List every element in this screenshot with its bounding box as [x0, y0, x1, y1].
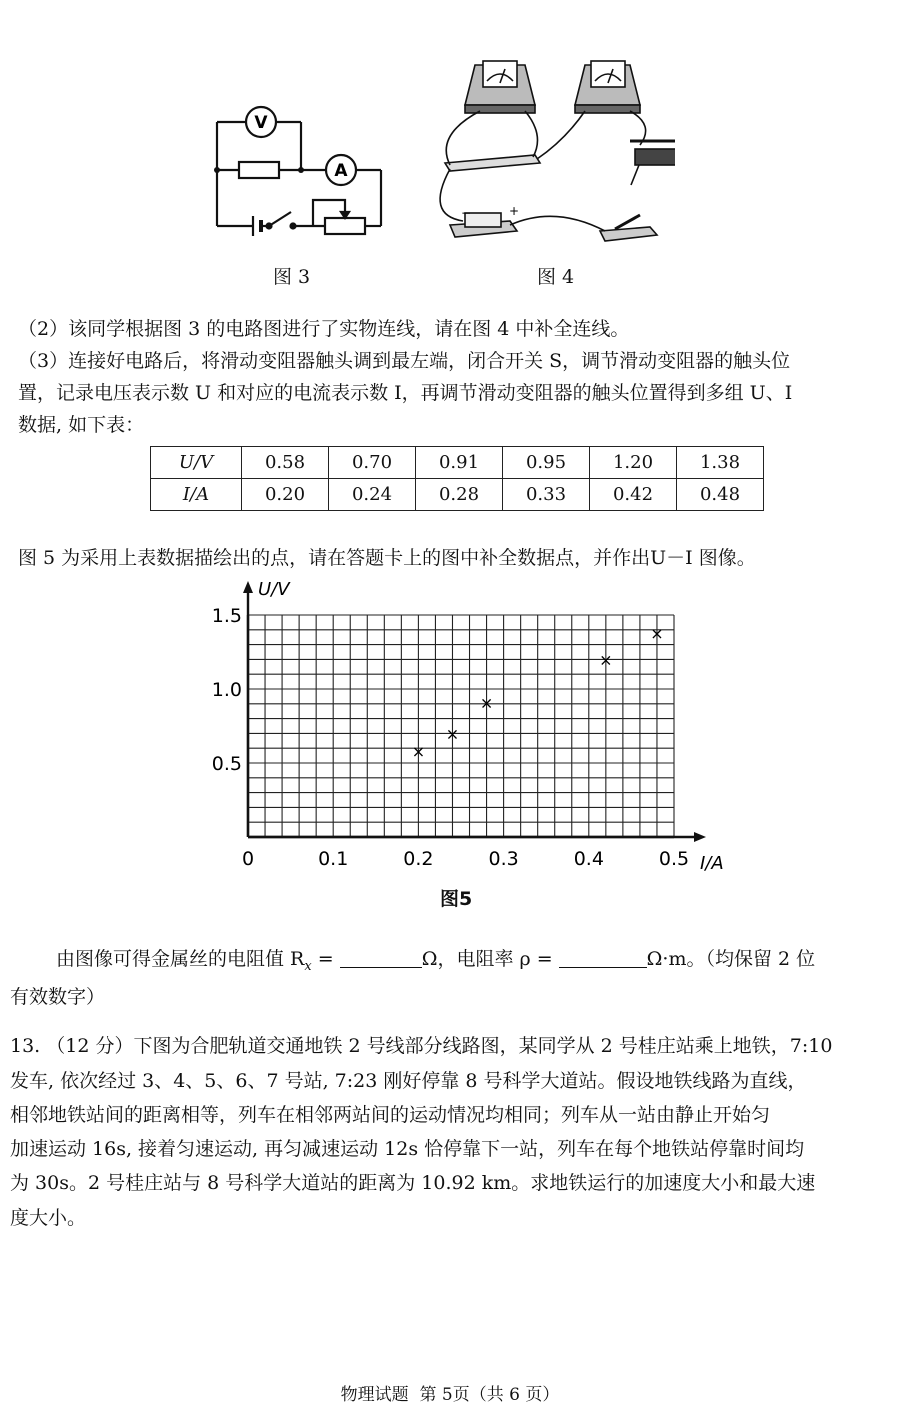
y-tick-label: 1.5 [211, 605, 242, 627]
result-line2: 有效数字） [10, 986, 106, 1008]
q13-line6: 度大小。 [10, 1207, 87, 1229]
y-axis-arrow [243, 581, 253, 593]
fig3-caption: 图 3 [273, 266, 311, 288]
svg-text:−: − [461, 206, 472, 220]
table-cell: 0.48 [677, 479, 764, 511]
x-axis-arrow [694, 832, 706, 842]
table-cell: 0.70 [329, 447, 416, 479]
table-cell: 1.38 [677, 447, 764, 479]
data-point: × [445, 724, 460, 744]
table-header: U/V [151, 447, 242, 479]
circuit-diagram-fig3 [205, 100, 395, 240]
footer-subject: 物理试题 [340, 1385, 409, 1405]
result-subscript: x [304, 958, 312, 974]
y-axis-label: U/V [258, 579, 290, 600]
q13-line3: 相邻地铁站间的距离相等，列车在相邻两站间的运动情况均相同；列车从一站由静止开始匀 [10, 1104, 771, 1126]
y-tick-label: 0.5 [211, 753, 242, 775]
table-row-voltage [151, 447, 764, 479]
data-point: × [479, 693, 494, 713]
q13-line4: 加速运动 16s, 接着匀速运动, 再匀减速运动 12s 恰停靠下一站，列车在每个地铁站停靠时间均 [10, 1138, 805, 1160]
x-tick-label: 0 [241, 848, 255, 870]
svg-text:+: + [509, 204, 520, 218]
table-cell: 0.20 [242, 479, 329, 511]
data-point: × [411, 742, 426, 762]
page-footer [0, 1380, 900, 1405]
x-tick-label: 0.5 [658, 848, 690, 870]
q12-part3-line1: （3）连接好电路后，将滑动变阻器触头调到最左端，闭合开关 S，调节滑动变阻器的触头位 [18, 350, 791, 372]
data-point: × [599, 650, 613, 670]
y-tick-label: 1.0 [211, 679, 242, 701]
x-axis-label: I/A [700, 853, 724, 874]
table-cell: 0.58 [242, 447, 329, 479]
footer-page: 第 5页（共 6 页） [419, 1385, 560, 1405]
q12-part3-line2: 置，记录电压表示数 U 和对应的电流表示数 I，再调节滑动变阻器的触头位置得到多组 U、I [18, 382, 793, 404]
fig4-caption: 图 4 [537, 266, 575, 288]
q13-line1: 13. （12 分）下图为合肥轨道交通地铁 2 号线部分线路图，某同学从 2 号桂庄站乘上地铁，7:10 [10, 1035, 833, 1057]
q13-line5: 为 30s。2 号桂庄站与 8 号科学大道站的距离为 10.92 km。求地铁运行的加速度大小和最大速 [10, 1172, 816, 1194]
result-end: Ω·m。（均保留 2 位 [646, 948, 816, 970]
table-cell: 0.91 [416, 447, 503, 479]
fig5-caption: 图5 [440, 888, 473, 910]
result-prefix: 由图像可得金属丝的电阻值 R [56, 948, 305, 970]
x-tick-label: 0.4 [573, 848, 604, 870]
data-point: × [650, 623, 664, 643]
result-line [56, 944, 815, 982]
table-cell: 1.20 [590, 447, 677, 479]
result-middle: Ω，电阻率 ρ = [421, 948, 559, 970]
ui-graph-fig5 [200, 575, 750, 875]
table-cell: 0.33 [503, 479, 590, 511]
table-cell: 0.24 [329, 479, 416, 511]
q12-part2: （2）该同学根据图 3 的电路图进行了实物连线，请在图 4 中补全连线。 [18, 318, 630, 340]
ammeter-label: A [334, 161, 348, 181]
table-cell: 0.42 [590, 479, 677, 511]
x-tick-label: 0.2 [403, 848, 434, 870]
table-cell: 0.95 [503, 447, 590, 479]
resistivity-answer-blank[interactable] [559, 947, 647, 968]
x-tick-label: 0.3 [488, 848, 519, 870]
result-equals: = [311, 948, 340, 970]
table-header: I/A [151, 479, 242, 511]
q13-line2: 发车, 依次经过 3、4、5、6、7 号站, 7:23 刚好停靠 8 号科学大道站。假设地铁线路为直线， [10, 1070, 807, 1092]
fig5-instruction: 图 5 为采用上表数据描绘出的点，请在答题卡上的图中补全数据点，并作出U－I 图像。 [18, 547, 756, 569]
x-tick-label: 0.1 [318, 848, 349, 870]
q12-part3-line3: 数据, 如下表： [18, 414, 145, 436]
apparatus-illustration-fig4 [425, 45, 675, 255]
data-table [150, 446, 764, 511]
table-row-current [151, 479, 764, 511]
resistance-answer-blank[interactable] [340, 947, 422, 968]
voltmeter-label: V [254, 113, 268, 133]
table-cell: 0.28 [416, 479, 503, 511]
